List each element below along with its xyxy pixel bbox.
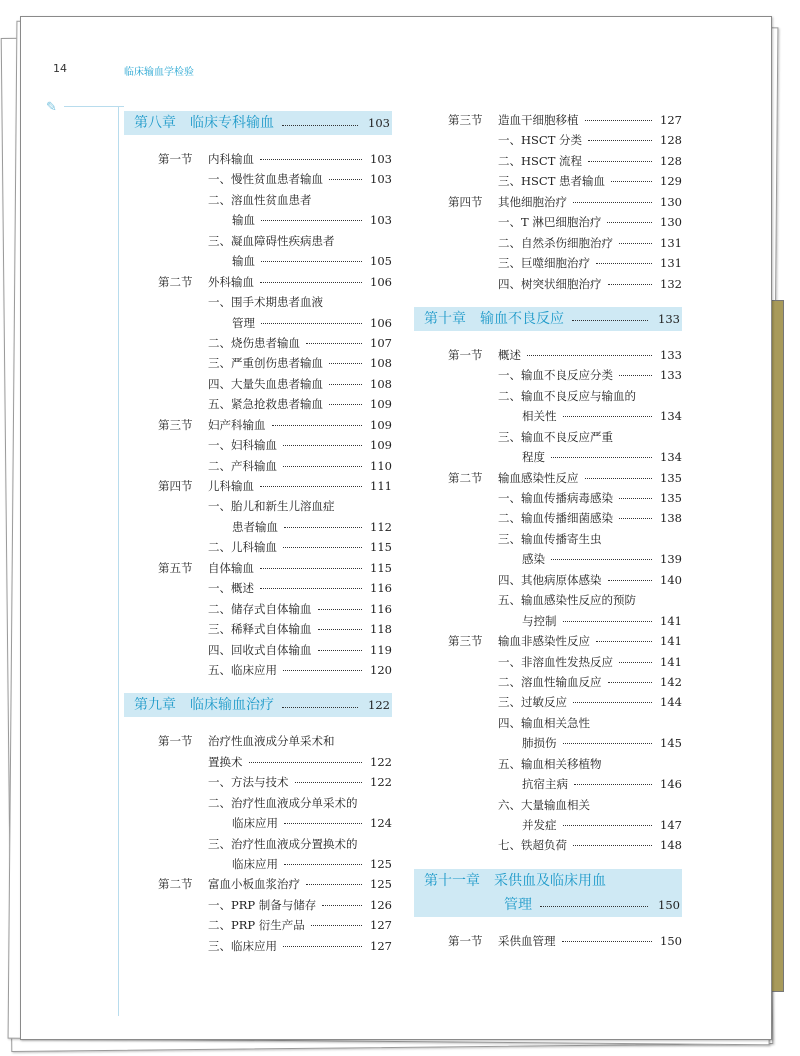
dot-leader [619,662,652,663]
entry-title: 四、输血相关急性 [498,715,590,730]
dot-leader [573,702,652,703]
section-entry[interactable] [124,874,392,894]
page-ref: 103 [370,152,392,166]
entry-title: 一、慢性贫血患者输血 [208,172,323,187]
entry-title: 四、其他病原体感染 [498,572,602,587]
entry-title: 三、输血不良反应严重 [498,429,613,444]
dot-leader [260,486,362,487]
toc-entry[interactable] [124,374,392,394]
dot-leader [283,547,362,548]
toc-entry[interactable] [414,835,682,855]
entry-title: 三、严重创伤患者输血 [208,356,323,371]
entry-title-continued: 与控制 [522,613,557,628]
toc-entry[interactable] [124,578,392,598]
section-entry[interactable] [414,192,682,212]
dot-leader [540,906,648,907]
toc-entry[interactable] [414,274,682,294]
toc-entry[interactable] [414,692,682,712]
section-entry[interactable] [414,345,682,365]
page-ref: 139 [660,552,682,567]
toc-entry[interactable] [414,171,682,191]
toc-entry[interactable] [414,253,682,273]
entry-title: 一、PRP 制备与储存 [208,897,317,912]
entry-title: 一、围手术期患者血液 [208,295,323,310]
toc-entry[interactable] [414,212,682,232]
dot-leader [573,845,652,846]
toc-entry[interactable] [414,590,682,610]
entry-title: 五、输血感染性反应的预防 [498,593,636,608]
dot-leader [574,784,652,785]
toc-entry[interactable] [124,660,392,680]
dot-leader [282,707,358,708]
dot-leader [260,588,362,589]
entry-title: 四、树突状细胞治疗 [498,276,602,291]
chapter-title: 第八章 临床专科输血 [134,114,274,131]
dot-leader [329,179,362,180]
toc-entry[interactable] [414,713,682,733]
page-ref: 106 [370,315,392,330]
dot-leader [611,181,652,182]
toc-entry[interactable] [124,640,392,660]
entry-title-continued: 临床应用 [232,857,278,871]
running-head: 临床输血学检验 [124,67,194,78]
page-ref: 116 [370,601,392,616]
page-ref: 150 [658,897,680,912]
dot-leader [585,120,653,121]
page-ref: 133 [660,347,682,362]
entry-title-continued: 输血 [232,213,255,228]
section-title: 采供血管理 [498,933,556,948]
entry-title: 三、输血传播寄生虫 [498,531,602,546]
section-entry[interactable] [414,931,682,951]
page-ref: 141 [660,613,682,628]
entry-title: 一、输血不良反应分类 [498,368,613,383]
toc-entry[interactable] [414,815,682,835]
entry-title: 二、溶血性输血反应 [498,674,602,689]
section-title: 自体输血 [208,560,254,575]
entry-title: 三、临床应用 [208,938,277,953]
toc-entry[interactable] [414,733,682,753]
dot-leader [260,568,362,569]
entry-title: 五、紧急抢救患者输血 [208,397,323,412]
dot-leader [306,884,362,885]
toc-entry[interactable] [414,652,682,672]
toc-entry[interactable] [414,549,682,569]
page-ref: 125 [370,857,392,871]
page-ref: 108 [370,356,392,371]
dot-leader [261,261,362,262]
page-ref: 133 [660,368,682,383]
corner-ornament-icon: ✎ [46,100,57,115]
page-ref: 134 [660,450,682,465]
toc-entry[interactable] [414,672,682,692]
page-ref: 142 [660,674,682,689]
page-ref: 132 [660,276,682,291]
section-entry[interactable] [414,110,682,130]
page-ref: 122 [370,775,392,790]
toc-entry[interactable] [124,251,392,271]
section-number: 第一节 [448,347,483,362]
dot-leader [283,466,362,467]
dot-leader [311,925,362,926]
section-entry[interactable] [124,731,392,751]
toc-entry[interactable] [414,427,682,447]
toc-entry[interactable] [124,394,392,414]
entry-title: 三、稀释式自体输血 [208,622,312,637]
page-ref: 126 [370,897,392,912]
toc-entry[interactable] [414,508,682,528]
page-ref: 131 [660,235,682,250]
entry-title: 二、储存式自体输血 [208,601,312,616]
toc-entry[interactable] [124,854,392,874]
toc-entry[interactable] [124,813,392,833]
dot-leader [261,323,362,324]
dot-leader [608,580,653,581]
entry-title: 二、HSCT 流程 [498,153,583,168]
page-ref: 130 [660,194,682,209]
page-ref: 131 [660,256,682,271]
page-ref: 106 [370,274,392,289]
section-number: 第二节 [158,274,193,289]
book-edge [770,300,784,992]
section-title: 妇产科输血 [208,417,266,432]
toc-entry[interactable] [414,151,682,171]
page-ref: 111 [370,479,392,493]
page-ref: 141 [660,654,682,669]
dot-leader [527,355,652,356]
section-number: 第四节 [158,479,193,493]
dot-leader [619,375,652,376]
dot-leader [284,864,362,865]
toc-entry[interactable] [124,456,392,476]
toc-entry[interactable] [124,231,392,251]
entry-title: 一、妇科输血 [208,438,277,453]
toc-entry[interactable] [414,570,682,590]
page-ref: 127 [660,113,682,127]
entry-title: 一、非溶血性发热反应 [498,654,613,669]
section-title: 概述 [498,347,521,362]
dot-leader [563,743,653,744]
page-ref: 105 [370,254,392,269]
dot-leader [283,670,362,671]
section-number: 第一节 [448,933,483,948]
dot-leader [329,384,362,385]
section-entry[interactable] [124,476,392,496]
dot-leader [282,125,358,126]
dot-leader [249,762,363,763]
page-ref: 130 [660,215,682,230]
entry-title: 七、铁超负荷 [498,838,567,853]
page-ref: 116 [370,581,392,596]
toc-entry[interactable] [414,233,682,253]
entry-title: 二、PRP 衍生产品 [208,918,305,933]
page-ref: 120 [370,662,392,677]
entry-title-continued: 相关性 [522,409,557,424]
page-ref: 140 [660,572,682,587]
section-title: 造血干细胞移植 [498,113,579,127]
toc-entry[interactable] [414,774,682,794]
toc-entry[interactable] [124,915,392,935]
entry-title: 一、HSCT 分类 [498,133,583,148]
page-ref: 112 [370,519,392,534]
page-ref: 144 [660,695,682,710]
entry-title-continued: 管理 [232,315,255,330]
page-ref: 110 [370,458,392,473]
entry-title: 三、HSCT 患者输血 [498,174,606,189]
page-ref: 122 [368,698,390,713]
section-number: 第四节 [448,194,483,209]
dot-leader [563,621,653,622]
toc-entry[interactable] [124,210,392,230]
section-number: 第二节 [448,470,483,485]
toc-entry[interactable] [124,313,392,333]
toc-entry[interactable] [124,292,392,312]
chapter-heading[interactable] [124,693,392,717]
section-title: 内科输血 [208,152,254,166]
page-ref: 103 [370,213,392,228]
section-number: 第三节 [448,113,483,127]
entry-title: 三、治疗性血液成分置换术的 [208,836,358,851]
dot-leader [284,527,362,528]
section-number: 第三节 [158,417,193,432]
dot-leader [562,941,653,942]
section-number: 第一节 [158,734,193,749]
toc-entry[interactable] [414,754,682,774]
dot-leader [572,320,648,321]
page-ref: 138 [660,511,682,526]
dot-leader [329,404,362,405]
page-ref: 127 [370,938,392,953]
entry-title: 一、方法与技术 [208,775,289,790]
entry-title: 二、治疗性血液成分单采术的 [208,795,358,810]
toc-entry[interactable] [124,496,392,516]
entry-title-continued: 抗宿主病 [522,777,568,792]
toc-right-column [414,110,682,951]
entry-title-continued: 输血 [232,254,255,269]
page-ref: 148 [660,838,682,853]
section-title: 输血非感染性反应 [498,634,590,649]
dot-leader [563,416,653,417]
page-ref: 103 [368,115,390,130]
section-title: 其他细胞治疗 [498,194,567,209]
toc-entry[interactable] [414,795,682,815]
dot-leader [608,682,653,683]
page-ref: 124 [370,816,392,831]
section-title: 儿科输血 [208,479,254,493]
dot-leader [260,159,362,160]
entry-title-continued: 临床应用 [232,816,278,831]
dot-leader [283,445,362,446]
dot-leader [322,905,362,906]
page-ref: 134 [660,409,682,424]
page-ref: 147 [660,818,682,832]
toc-entry[interactable] [124,895,392,915]
entry-title: 四、大量失血患者输血 [208,376,323,391]
entry-title-continued: 患者输血 [232,519,278,534]
toc-entry[interactable] [124,435,392,455]
dot-leader [585,478,653,479]
chapter-title: 第九章 临床输血治疗 [134,697,274,714]
page-ref: 135 [660,491,682,505]
dot-leader [596,641,652,642]
section-title: 外科输血 [208,274,254,289]
dot-leader [608,284,653,285]
entry-title-continued: 肺损伤 [522,736,557,751]
toc-entry[interactable] [124,190,392,210]
dot-leader [588,161,652,162]
section-entry[interactable] [124,272,392,292]
page-number: 14 [53,62,67,75]
dot-leader [588,140,652,141]
chapter-title: 第十一章 采供血及临床用血 [424,872,606,889]
page-ref: 135 [660,470,682,485]
page-ref: 109 [370,417,392,432]
chapter-heading[interactable] [124,111,392,135]
dot-leader [573,202,652,203]
page-ref: 115 [370,560,392,575]
toc-entry[interactable] [414,529,682,549]
page-ref: 118 [370,622,392,637]
entry-title: 一、输血传播病毒感染 [498,491,613,505]
dot-leader [318,629,363,630]
toc-entry[interactable] [124,169,392,189]
dot-leader [284,823,362,824]
dot-leader [551,457,652,458]
dot-leader [261,220,362,221]
dot-leader [551,559,652,560]
section-number: 第一节 [158,152,193,166]
toc-entry[interactable] [124,517,392,537]
page-ref: 127 [370,918,392,933]
page-ref: 141 [660,634,682,649]
page-ref: 125 [370,877,392,892]
page-ref: 122 [370,754,392,769]
page-ref: 115 [370,540,392,555]
dot-leader [329,363,362,364]
page-ref: 119 [370,642,392,657]
section-entry[interactable] [414,631,682,651]
page-ref: 133 [658,311,680,326]
entry-title: 六、大量输血相关 [498,797,590,812]
toc-entry[interactable] [124,936,392,956]
dot-leader [619,243,652,244]
toc-entry[interactable] [414,406,682,426]
section-title: 富血小板血浆治疗 [208,877,300,892]
dot-leader [563,825,653,826]
page-ref: 145 [660,736,682,751]
toc-entry[interactable] [124,793,392,813]
toc-entry[interactable] [414,447,682,467]
entry-title: 二、溶血性贫血患者 [208,192,312,207]
entry-title: 二、烧伤患者输血 [208,335,300,350]
section-entry[interactable] [124,149,392,169]
toc-entry[interactable] [124,772,392,792]
chapter-title-continued: 管理 [504,896,532,913]
entry-title: 五、临床应用 [208,662,277,677]
frame-rule [64,106,124,107]
dot-leader [596,263,652,264]
section-entry[interactable] [124,558,392,578]
section-title-continued: 置换术 [208,754,243,769]
section-title: 治疗性血液成分单采术和 [208,734,335,749]
dot-leader [318,650,363,651]
entry-title: 二、儿科输血 [208,540,277,555]
entry-title: 五、输血相关移植物 [498,756,602,771]
entry-title: 二、输血不良反应与输血的 [498,388,636,403]
toc-entry[interactable] [124,834,392,854]
dot-leader [272,425,363,426]
entry-title-continued: 程度 [522,450,545,465]
toc-entry[interactable] [414,130,682,150]
entry-title: 三、过敏反应 [498,695,567,710]
toc-left-column [124,110,392,956]
page-ref: 129 [660,174,682,189]
dot-leader [306,343,362,344]
page-ref: 107 [370,335,392,350]
section-number: 第二节 [158,877,193,892]
entry-title: 二、输血传播细菌感染 [498,511,613,526]
page-ref: 146 [660,777,682,792]
entry-title: 四、回收式自体输血 [208,642,312,657]
toc-entry[interactable] [414,488,682,508]
page-ref: 150 [660,933,682,948]
toc-entry[interactable] [124,353,392,373]
section-number: 第五节 [158,560,193,575]
toc-entry[interactable] [124,333,392,353]
entry-title: 一、T 淋巴细胞治疗 [498,215,602,230]
toc-entry[interactable] [124,599,392,619]
entry-title: 二、自然杀伤细胞治疗 [498,235,613,250]
toc-entry[interactable] [124,752,392,772]
toc-entry[interactable] [414,611,682,631]
dot-leader [295,782,363,783]
toc-entry[interactable] [124,619,392,639]
chapter-title: 第十章 输血不良反应 [424,310,564,327]
section-entry[interactable] [414,468,682,488]
page-ref: 103 [370,172,392,187]
page-ref: 128 [660,153,682,168]
page-ref: 109 [370,397,392,412]
entry-title: 三、巨噬细胞治疗 [498,256,590,271]
dot-leader [607,222,652,223]
section-number: 第三节 [448,634,483,649]
dot-leader [619,498,652,499]
entry-title-continued: 并发症 [522,818,557,832]
entry-title: 二、产科输血 [208,458,277,473]
page-ref: 128 [660,133,682,148]
dot-leader [619,518,652,519]
dot-leader [260,282,362,283]
chapter-heading[interactable] [414,307,682,331]
page-ref: 109 [370,438,392,453]
toc-entry[interactable] [414,386,682,406]
entry-title: 三、凝血障碍性疾病患者 [208,233,335,248]
toc-entry[interactable] [124,537,392,557]
page-ref: 108 [370,376,392,391]
dot-leader [318,609,363,610]
entry-title: 一、概述 [208,581,254,596]
entry-title-continued: 感染 [522,552,545,567]
dot-leader [283,946,362,947]
entry-title: 一、胎儿和新生儿溶血症 [208,499,335,514]
frame-rule [118,106,119,1016]
toc-entry[interactable] [414,365,682,385]
section-entry[interactable] [124,415,392,435]
chapter-heading[interactable] [414,869,682,917]
section-title: 输血感染性反应 [498,470,579,485]
